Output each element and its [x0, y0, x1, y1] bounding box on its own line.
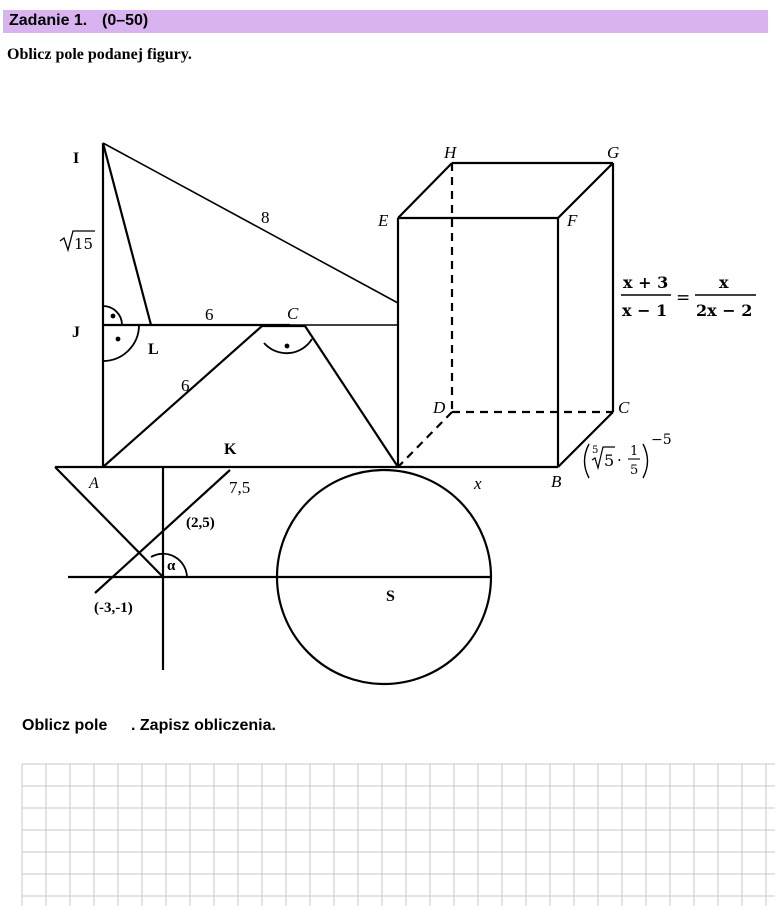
segment-i-cube	[103, 143, 398, 303]
segment-i-l	[103, 143, 151, 325]
measure-sqrt-15: 15	[74, 235, 94, 253]
segment-base-slant	[55, 467, 163, 577]
label-h: H	[444, 143, 457, 162]
segment-a-c	[103, 326, 262, 467]
task-points: (0–50)	[102, 12, 149, 29]
power-frac-denominator: 5	[630, 463, 639, 478]
point-2-5: (2,5)	[186, 515, 215, 531]
power-root-index: 5	[592, 445, 599, 456]
label-j: J	[72, 324, 80, 341]
power-dot: ·	[617, 451, 622, 469]
power-radicand: 5	[604, 451, 615, 470]
label-b: B	[551, 472, 562, 491]
label-e: E	[378, 211, 389, 230]
power-expression	[585, 432, 672, 478]
label-d: D	[433, 398, 446, 417]
label-i: I	[73, 150, 80, 167]
label-g: G	[607, 143, 620, 162]
label-x: x	[474, 474, 482, 493]
cube-hidden-d-base	[398, 412, 452, 467]
right-angle-dot-top	[111, 314, 116, 319]
label-a: A	[89, 475, 99, 492]
right-angle-dot-j	[116, 337, 121, 342]
equation-lhs-denominator: x − 1	[622, 301, 668, 320]
right-angle-arc-j	[103, 325, 139, 361]
measure-6-top: 6	[205, 305, 214, 324]
answer-grid[interactable]	[22, 764, 775, 906]
answer-prompt-b: . Zapisz obliczenia.	[131, 717, 276, 734]
power-frac-numerator: 1	[630, 444, 639, 459]
equation	[621, 273, 756, 320]
label-f: F	[567, 211, 578, 230]
label-alpha: α	[167, 558, 176, 574]
label-k: K	[224, 441, 237, 458]
measure-8: 8	[261, 208, 270, 227]
cube-edge-e-h	[398, 163, 452, 218]
cube-edge-f-g	[558, 163, 613, 218]
task-title: Zadanie 1.	[9, 12, 88, 29]
point-neg3-neg1: (-3,-1)	[94, 600, 133, 616]
task-instruction: Oblicz pole podanej figury.	[7, 46, 192, 63]
measure-7-5: 7,5	[229, 478, 251, 497]
measure-6-diag: 6	[181, 376, 190, 395]
label-s: S	[386, 588, 395, 605]
segment-c-bottom	[305, 326, 398, 467]
equation-rhs-denominator: 2x − 2	[696, 301, 753, 320]
equation-equals: =	[676, 288, 691, 308]
label-c-right: C	[618, 398, 630, 417]
equation-rhs-numerator: x	[719, 273, 729, 292]
label-c-top: C	[287, 304, 299, 323]
right-angle-dot-c	[285, 344, 290, 349]
power-exponent: −5	[651, 432, 672, 448]
answer-prompt-a: Oblicz pole	[22, 717, 108, 734]
label-l: L	[148, 341, 159, 358]
equation-lhs-numerator: x + 3	[623, 273, 669, 292]
